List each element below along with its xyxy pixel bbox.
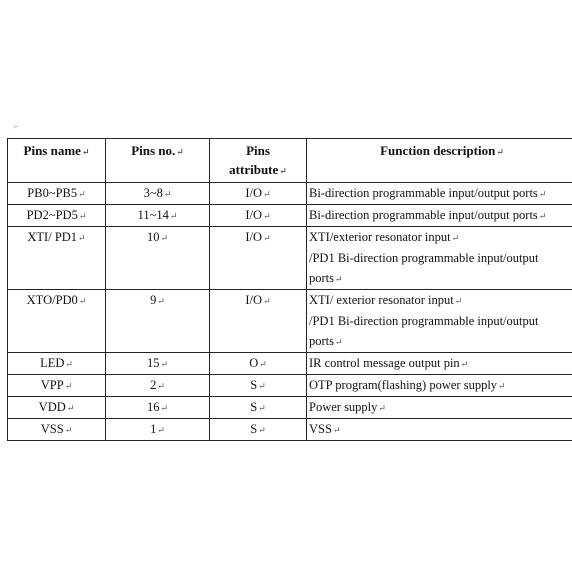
function-line: Bi-direction programmable input/output ports↵ (309, 186, 547, 200)
pin-attribute-cell: I/O↵ (210, 227, 307, 290)
pin-number-cell-text: 2 (150, 378, 157, 392)
function-line: Power supply↵ (309, 400, 386, 414)
pin-function-cell (307, 397, 572, 419)
function-line: OTP program(flashing) power supply↵ (309, 378, 506, 392)
pin-attribute-cell: I/O↵ (210, 290, 307, 353)
pin-attribute-cell-text: O (249, 356, 259, 370)
pin-attribute-cell-text: S (250, 422, 258, 436)
pin-number-cell-text: 10 (146, 230, 160, 244)
function-line: ports↵ (309, 271, 343, 285)
pin-number-cell: 10↵ (106, 227, 210, 290)
pin-name-cell: LED↵ (8, 353, 106, 375)
pin-attribute-cell-text: I/O (245, 230, 263, 244)
table-row (8, 183, 572, 205)
pin-function-cell (307, 375, 572, 397)
pin-number-cell: 9↵ (106, 290, 210, 353)
pin-attribute-cell-text: S (250, 378, 258, 392)
pin-attribute-cell: S↵ (210, 419, 307, 441)
table-row (8, 227, 572, 290)
pin-number-cell: 11~14↵ (106, 205, 210, 227)
pin-name-cell: XTO/PD0↵ (8, 290, 106, 353)
pin-number-cell-text: 15 (146, 356, 160, 370)
pin-number-cell: 15↵ (106, 353, 210, 375)
pin-attribute-cell: S↵ (210, 375, 307, 397)
paragraph-mark: ⌐ (14, 123, 18, 131)
pin-number-cell-text: 9 (150, 293, 157, 307)
pin-name-cell: VSS↵ (8, 419, 106, 441)
header-pins-attribute: Pins attribute↵ (210, 139, 307, 183)
pin-number-cell: 3~8↵ (106, 183, 210, 205)
header-function-description: Function description↵ (307, 139, 572, 183)
table-row (8, 397, 572, 419)
pin-function-cell (307, 183, 572, 205)
pin-number-cell-text: 3~8 (143, 186, 163, 200)
pin-name-cell: PB0~PB5↵ (8, 183, 106, 205)
pin-number-cell-text: 16 (146, 400, 160, 414)
function-line: VSS↵ (309, 422, 341, 436)
pin-attribute-cell-text: I/O (245, 208, 263, 222)
table-header-row (8, 139, 572, 183)
header-pins-no: Pins no.↵ (106, 139, 210, 183)
pin-name-cell-text: VPP (40, 378, 64, 392)
pin-attribute-cell: I/O↵ (210, 183, 307, 205)
pin-function-cell (307, 353, 572, 375)
pin-name-cell-text: PD2~PD5 (26, 208, 78, 222)
pin-number-cell: 2↵ (106, 375, 210, 397)
pin-number-cell: 16↵ (106, 397, 210, 419)
pin-name-cell-text: XTI/ PD1 (27, 230, 78, 244)
table-row (8, 375, 572, 397)
function-line: IR control message output pin↵ (309, 356, 469, 370)
pin-name-cell-text: PB0~PB5 (27, 186, 78, 200)
function-line: /PD1 Bi-direction programmable input/output (309, 314, 539, 328)
function-line: XTI/ exterior resonator input↵ (309, 293, 463, 307)
pin-name-cell: VPP↵ (8, 375, 106, 397)
table-row (8, 290, 572, 353)
pin-function-cell (307, 227, 572, 290)
table-row (8, 353, 572, 375)
pin-name-cell-text: VSS (40, 422, 64, 436)
pin-name-cell-text: VDD (38, 400, 66, 414)
function-line: /PD1 Bi-direction programmable input/output (309, 251, 539, 265)
pin-number-cell: 1↵ (106, 419, 210, 441)
function-line: ports↵ (309, 334, 343, 348)
function-line: Bi-direction programmable input/output ports↵ (309, 208, 547, 222)
pins-table (7, 138, 572, 441)
pin-function-cell (307, 205, 572, 227)
function-line: XTI/exterior resonator input↵ (309, 230, 460, 244)
pin-attribute-cell-text: I/O (245, 293, 263, 307)
pin-attribute-cell: I/O↵ (210, 205, 307, 227)
pin-function-cell (307, 290, 572, 353)
pin-name-cell: VDD↵ (8, 397, 106, 419)
pin-attribute-cell: O↵ (210, 353, 307, 375)
pin-attribute-cell-text: I/O (245, 186, 263, 200)
table-row (8, 419, 572, 441)
table-row (8, 205, 572, 227)
pin-number-cell-text: 1 (150, 422, 157, 436)
pin-number-cell-text: 11~14 (137, 208, 169, 222)
pin-attribute-cell: S↵ (210, 397, 307, 419)
pin-attribute-cell-text: S (250, 400, 258, 414)
pin-name-cell: PD2~PD5↵ (8, 205, 106, 227)
pin-name-cell-text: LED (40, 356, 65, 370)
header-pins-name: Pins name↵ (8, 139, 106, 183)
pin-name-cell-text: XTO/PD0 (26, 293, 78, 307)
pin-name-cell: XTI/ PD1↵ (8, 227, 106, 290)
pin-function-cell (307, 419, 572, 441)
